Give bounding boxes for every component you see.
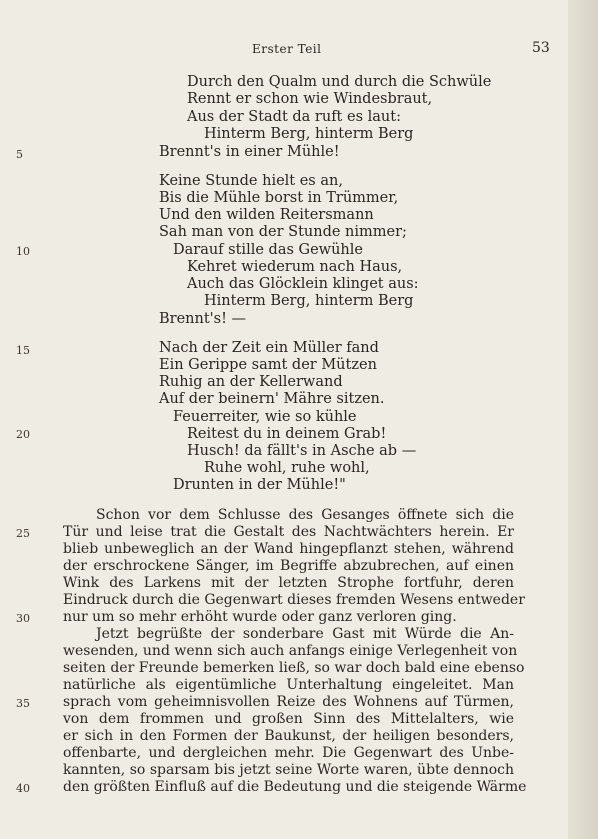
line-number: 35 bbox=[16, 697, 30, 710]
verse-line: Ein Gerippe samt der Mützen bbox=[159, 357, 377, 373]
verse-line: Auch das Glöcklein klinget aus: bbox=[187, 276, 419, 292]
prose-line: er sich in den Formen der Baukunst, der heiligen besonders, bbox=[63, 728, 514, 744]
prose-line: Tür und leise trat die Gestalt des Nachtwächters herein. Er bbox=[63, 524, 514, 540]
verse-line: Darauf stille das Gewühle bbox=[173, 242, 363, 258]
verse-line: Auf der beinern' Mähre sitzen. bbox=[159, 391, 385, 407]
verse-line: Ruhig an der Kellerwand bbox=[159, 374, 343, 390]
verse-line: Reitest du in deinem Grab! bbox=[187, 426, 387, 442]
verse-line: Hinterm Berg, hinterm Berg bbox=[204, 126, 414, 142]
prose-line: wesenden, und wenn sich auch anfangs einige Verlegenheit von bbox=[63, 643, 518, 659]
prose-line: Jetzt begrüßte der sonderbare Gast mit Würde die An- bbox=[96, 626, 514, 642]
prose-line: den größten Einfluß auf die Bedeutung und die steigende Wärme bbox=[63, 779, 527, 795]
verse-line: Durch den Qualm und durch die Schwüle bbox=[187, 74, 492, 90]
prose-line: offenbarte, und dergleichen mehr. Die Gegenwart des Unbe- bbox=[63, 745, 514, 761]
verse-line: Keine Stunde hielt es an, bbox=[159, 173, 343, 189]
verse-line: Feuerreiter, wie so kühle bbox=[173, 409, 357, 425]
verse-line: Sah man von der Stunde nimmer; bbox=[159, 224, 407, 240]
verse-line: Husch! da fällt's in Asche ab — bbox=[187, 443, 417, 459]
prose-line: der erschrockene Sänger, im Begriffe abzubrechen, auf einen bbox=[63, 558, 514, 574]
running-title: Erster Teil bbox=[252, 42, 322, 56]
line-number: 5 bbox=[16, 148, 23, 161]
verse-line: Brennt's! — bbox=[159, 311, 247, 327]
verse-line: Nach der Zeit ein Müller fand bbox=[159, 340, 379, 356]
line-number: 25 bbox=[16, 527, 30, 540]
verse-line: Und den wilden Reitersmann bbox=[159, 207, 374, 223]
verse-line: Rennt er schon wie Windesbraut, bbox=[187, 91, 433, 107]
verse-line: Aus der Stadt da ruft es laut: bbox=[187, 109, 401, 125]
page-edge bbox=[568, 0, 598, 839]
prose-line: Wink des Larkens mit der letzten Strophe fortfuhr, deren bbox=[63, 575, 514, 591]
prose-line: von dem frommen und großen Sinn des Mittelalters, wie bbox=[63, 711, 514, 727]
verse-line: Hinterm Berg, hinterm Berg bbox=[204, 293, 414, 309]
page-number: 53 bbox=[532, 40, 550, 56]
prose-line: Schon vor dem Schlusse des Gesanges öffnete sich die bbox=[96, 507, 514, 523]
line-number: 10 bbox=[16, 245, 30, 258]
prose-line: blieb unbeweglich an der Wand hingepflanzt stehen, während bbox=[63, 541, 514, 557]
verse-line: Bis die Mühle borst in Trümmer, bbox=[159, 190, 399, 206]
line-number: 15 bbox=[16, 344, 30, 357]
prose-line: nur um so mehr erhöht wurde oder ganz verloren ging. bbox=[63, 609, 457, 625]
prose-line: kannten, so sparsam bis jetzt seine Worte waren, übte dennoch bbox=[63, 762, 514, 778]
prose-line: natürliche als eigentümliche Unterhaltung eingeleitet. Man bbox=[63, 677, 514, 693]
line-number: 40 bbox=[16, 782, 30, 795]
verse-line: Ruhe wohl, ruhe wohl, bbox=[204, 460, 370, 476]
line-number: 30 bbox=[16, 612, 30, 625]
prose-line: seiten der Freunde bemerken ließ, so war doch bald eine ebenso bbox=[63, 660, 525, 676]
verse-line: Kehret wiederum nach Haus, bbox=[187, 259, 403, 275]
prose-line: Eindruck durch die Gegenwart dieses fremden Wesens entweder bbox=[63, 592, 525, 608]
line-number: 20 bbox=[16, 428, 30, 441]
verse-line: Brennt's in einer Mühle! bbox=[159, 144, 340, 160]
verse-line: Drunten in der Mühle!" bbox=[173, 477, 346, 493]
prose-line: sprach vom geheimnisvollen Reize des Wohnens auf Türmen, bbox=[63, 694, 514, 710]
